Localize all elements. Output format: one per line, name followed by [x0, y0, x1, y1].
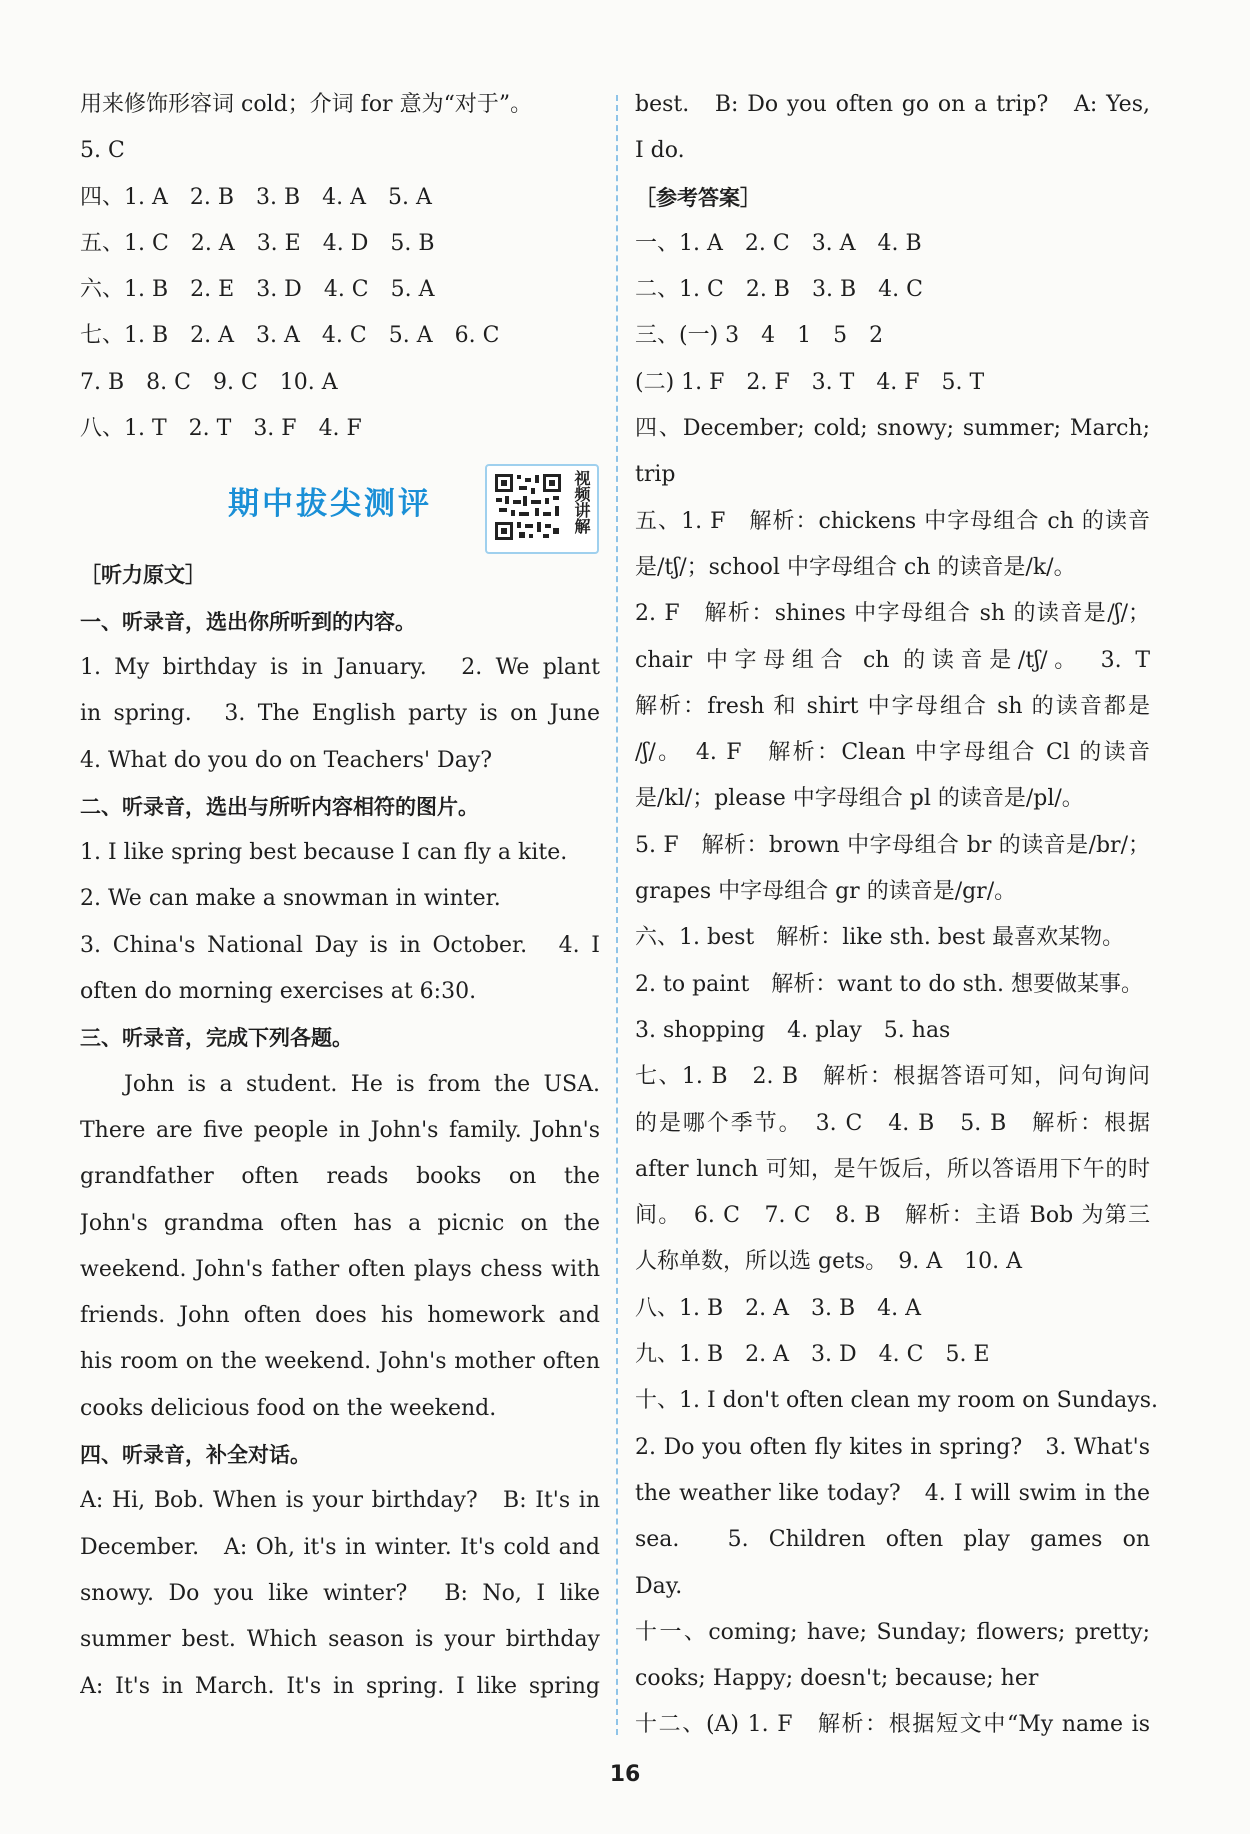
left-column — [80, 82, 600, 1710]
text-line: 五、1. C 2. A 3. E 4. D 5. B — [80, 230, 435, 256]
text-line: cooks delicious food on the weekend. — [80, 1395, 497, 1421]
text-line: 三、(一) 3 4 1 5 2 — [635, 323, 884, 349]
text-line: 4. What do you do on Teachers' Day? — [80, 747, 493, 773]
text-line: 人称单数，所以选 gets。 9. A 10. A — [635, 1249, 1022, 1275]
page-number: 16 — [609, 1762, 641, 1787]
text-line: 四、听录音，补全对话。 — [80, 1443, 311, 1468]
text-line: I do. — [635, 138, 685, 164]
text-line: grandfather often reads books on the — [80, 1164, 600, 1190]
text-line: 2. to paint 解析：want to do sth. 想要做某事。 — [635, 971, 1143, 997]
text-line: 2. We can make a snowman in winter. — [80, 886, 501, 912]
text-line: 7. B 8. C 9. C 10. A — [80, 369, 338, 395]
text-line: trip — [635, 462, 676, 488]
video-qr-code[interactable] — [485, 464, 599, 554]
text-line: 3. China's National Day is in October. 4. I — [80, 932, 600, 958]
text-line: /ʃ/。 4. F 解析：Clean 中字母组合 Cl 的读音 — [635, 740, 1150, 766]
text-line: often do morning exercises at 6:30. — [80, 979, 477, 1005]
text-line: cooks; Happy; doesn't; because; her — [635, 1666, 1039, 1692]
text-line: (二) 1. F 2. F 3. T 4. F 5. T — [635, 369, 985, 395]
text-line: 用来修饰形容词 cold；介词 for 意为“对于”。 — [80, 92, 533, 117]
text-line: sea. 5. Children often play games on — [635, 1527, 1150, 1553]
text-line: 解析：fresh 和 shirt 中字母组合 sh 的读音都是 — [635, 693, 1150, 719]
text-line: 九、1. B 2. A 3. D 4. C 5. E — [635, 1342, 990, 1368]
section-header — [80, 460, 600, 552]
text-line: 二、听录音，选出与所听内容相符的图片。 — [80, 794, 479, 819]
right-column — [635, 82, 1158, 1749]
text-line: A: It's in March. It's in spring. I like spring — [80, 1673, 600, 1699]
text-line: 十、1. I don't often clean my room on Sundays. — [635, 1388, 1158, 1414]
text-line: Day. — [635, 1573, 683, 1599]
text-line: 六、1. B 2. E 3. D 4. C 5. A — [80, 277, 435, 303]
text-line: grapes 中字母组合 gr 的读音是/gr/。 — [635, 879, 1017, 905]
text-line: in spring. 3. The English party is on June — [80, 701, 600, 727]
text-line: 是/kl/；please 中字母组合 pl 的读音是/pl/。 — [635, 786, 1084, 812]
text-line: friends. John often does his homework and — [80, 1303, 600, 1329]
section-title: 期中拔尖测评 — [228, 486, 432, 523]
text-line: 2. Do you often fly kites in spring? 3. What's — [635, 1434, 1150, 1460]
text-line: 五、1. F 解析：chickens 中字母组合 ch 的读音 — [635, 508, 1150, 534]
text-line: 四、1. A 2. B 3. B 4. A 5. A — [80, 184, 432, 210]
text-line: 5. F 解析：brown 中字母组合 br 的读音是/br/； — [635, 832, 1150, 858]
text-line: weekend. John's father often plays chess with — [80, 1256, 600, 1282]
text-line: 2. F 解析：shines 中字母组合 sh 的读音是/ʃ/； — [635, 601, 1150, 627]
text-line: 二、1. C 2. B 3. B 4. C — [635, 277, 923, 303]
text-line: 是/tʃ/；school 中字母组合 ch 的读音是/k/。 — [635, 554, 1076, 580]
text-line: 八、1. T 2. T 3. F 4. F — [80, 416, 362, 442]
text-line: 十二、(A) 1. F 解析：根据短文中“My name is — [635, 1712, 1150, 1738]
text-line: 1. My birthday is in January. 2. We plant — [80, 654, 600, 680]
qr-label: 视频讲解 — [572, 470, 591, 535]
text-line: snowy. Do you like winter? B: No, I like — [80, 1580, 600, 1606]
text-line: A: Hi, Bob. When is your birthday? B: It's in — [80, 1488, 600, 1514]
text-line: December. A: Oh, it's in winter. It's cold and — [80, 1534, 600, 1560]
text-line: John's grandma often has a picnic on the — [80, 1210, 600, 1236]
text-line: after lunch 可知，是午饭后，所以答语用下午的时 — [635, 1156, 1150, 1182]
column-divider — [616, 95, 618, 1735]
text-line: 1. I like spring best because I can fly a kite. — [80, 840, 568, 866]
text-line: 间。 6. C 7. C 8. B 解析：主语 Bob 为第三 — [635, 1203, 1150, 1229]
text-line: 一、听录音，选出你所听到的内容。 — [80, 609, 416, 634]
text-line: 3. shopping 4. play 5. has — [635, 1017, 951, 1043]
text-line: 三、听录音，完成下列各题。 — [80, 1026, 353, 1051]
text-line: 5. C — [80, 138, 125, 164]
text-line: the weather like today? 4. I will swim in the — [635, 1480, 1150, 1506]
text-line: ［听力原文］ — [80, 563, 206, 588]
text-line: summer best. Which season is your birthday — [80, 1627, 600, 1653]
text-line: 一、1. A 2. C 3. A 4. B — [635, 230, 922, 256]
left-top-answers — [80, 82, 600, 452]
text-line: best. B: Do you often go on a trip? A: Yes, — [635, 92, 1150, 117]
text-line: ［参考答案］ — [635, 185, 761, 210]
text-line: 七、1. B 2. B 解析：根据答语可知，问句询问 — [635, 1064, 1150, 1090]
qr-code-icon — [493, 472, 563, 542]
text-line: 八、1. B 2. A 3. B 4. A — [635, 1295, 922, 1321]
text-line: John is a student. He is from the USA. — [124, 1071, 600, 1097]
text-line: his room on the weekend. John's mother often — [80, 1349, 600, 1375]
text-line: chair 中字母组合 ch 的读音是/tʃ/。 3. T — [635, 647, 1150, 673]
text-line: 的是哪个季节。 3. C 4. B 5. B 解析：根据 — [635, 1110, 1150, 1136]
listening-script — [80, 552, 600, 1709]
text-line: There are five people in John's family. John's — [80, 1117, 600, 1143]
text-line: 六、1. best 解析：like sth. best 最喜欢某物。 — [635, 925, 1125, 951]
text-line: 十一、coming; have; Sunday; flowers; pretty; — [635, 1619, 1150, 1645]
text-line: 七、1. B 2. A 3. A 4. C 5. A 6. C — [80, 323, 500, 349]
text-line: 四、December; cold; snowy; summer; March; — [635, 416, 1150, 442]
